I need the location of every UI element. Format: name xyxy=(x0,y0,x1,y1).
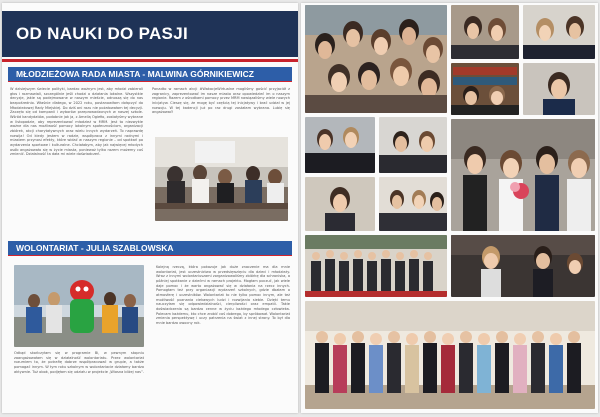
event-photo-1 xyxy=(305,117,375,173)
section2-text-2: Kolejną rzeczą, która pokazuje jak duże znaczenie ma dla mnie wolontariat, jest uczestnictwo w przedsięwzięciu dla dzieci i młodzieży. Wraz z innymi wolontariuszami zorganizowaliśmy zbiórkę dla schroniska, a później spotkanie z dziećmi w ramach projektu. Mogłam poczuć, jak wiele daje pomoc i że warto angażować się w działania na rzecz innych. Pomogłam też przy organizacji wydarzeń szkolnych, gdzie dbałam o atmosferę i uczestników. Wolontariat to nie tylko pomoc innym, ale też możliwość poznania ciekawych ludzi i rozwijania siebie. Dzięki temu nauczyłam się odpowiedzialności, cierpliwości oraz empatii. Takie doświadczenia są bardzo cenne w życiu każdego młodego człowieka. Polecam każdemu, kto chce zrobić coś dobrego, by spróbował. Wolontariat zmienia perspektywę i uczy patrzenia na świat z innej strony. To był dla mnie bardzo owocny rok. xyxy=(156,265,290,325)
council-meeting-photo xyxy=(155,137,288,221)
group-selfie-photo xyxy=(305,5,447,113)
event-photo-4 xyxy=(379,177,447,231)
left-page xyxy=(2,3,298,413)
prom-group-photo xyxy=(305,301,595,409)
students-photo-2 xyxy=(523,5,595,59)
page-title: OD NAUKI DO PASJI xyxy=(16,24,188,43)
dancing-couple-photo xyxy=(451,235,595,297)
section-heading-bar xyxy=(8,67,292,81)
volunteer-mascot-photo xyxy=(14,265,144,347)
section1-text-2: Ponadto w ramach akcji #WakacjeWirtualne mogliśmy gościć przyjaciół z zagranicy, zaprezentować im nasze miasto oraz opowiedzieć im o naszym regionie. Razem z ośrodkami pomocy przez MRM nawiązaliśmy wiele nowych inicjatyw. Cieszę się, że mogę być częścią tej inicjatywy i brać udział w jej rozwoju. W tej kadencji już po raz drugi zostałam wybrana. Lubię się angażować! xyxy=(152,87,290,115)
section-divider xyxy=(8,81,292,82)
section2-column-2 xyxy=(156,265,290,403)
title-red-stripe xyxy=(2,59,298,62)
students-library-photo xyxy=(451,63,519,115)
section1-column-1 xyxy=(10,87,143,199)
students-photo-1 xyxy=(451,5,519,59)
section-divider xyxy=(8,255,292,256)
section-heading-bar xyxy=(8,241,292,255)
section1-text-1: W dzisiejszym świecie polityki, bardzo ważnym jest, aby młodzi zabierali głos i rozmawiali, szczególnie jeśli chodzi o działania lokalne. Wszystkie decyzje, jakie są podejmowane w naszym mieście, odnoszą się do nas bezpośrednio. Właśnie dlatego, w 2022 roku, postanowiłam dołączyć do Młodzieżowej Rady Miejskiej. Do dziś ani razu nie pożałowałam tej decyzji. Zaczęło się od kampanii i wyborów przeprowadzonych w naszej szkole. Wśród kandydatów, podobnie jak ja, z Amelią Ogiełło, zostałyśmy wybrane w listopadzie, aby reprezentować młodzież w MRM. Jest to niezwykle ważne dla nas możliwość pomocy lokalnym społecznościom, organizacji zbiórek, akcji charytatywnych oraz wielu innych wydarzeń. To naprawdę rozwija! Od kiedy jestem w radzie, współpraca z innymi radnymi i miastem przynosi efekty, które widać w naszym regionie – od spotkań po wydarzenia sportowe i kulturalne. Chciałabym, aby jak najwięcej młodych osób angażowało się w życie miasta, ponieważ tylko razem możemy coś zmienić. Działalność ta dała mi wiele doświadczeń. xyxy=(10,87,143,157)
section2-text-1: Odkąd skończyłam się w programie Bi, w pewnym stopniu zaangażowałam się w działalność wolontariatu. Przez wolontariat rozumiem to, że potrafię dobrze współpracować w grupie, a także pomagać innym. W tym roku szkolnym w wolontariacie działamy bardzo aktywnie. Tuż obok, podjęłam się udziału w projekcie „Wiosna bliżej nas”. xyxy=(14,351,144,374)
right-page-photo-collage xyxy=(301,3,598,413)
event-photo-3 xyxy=(305,177,375,231)
formal-lineup-photo xyxy=(305,235,447,297)
section2-column-1 xyxy=(14,351,144,401)
title-banner xyxy=(2,11,298,57)
event-photo-2 xyxy=(379,117,447,173)
student-portrait-photo xyxy=(523,63,595,115)
flowers-group-photo xyxy=(451,119,595,231)
section1-column-2 xyxy=(152,87,290,133)
section2-heading: WOLONTARIAT - JULIA SZABLOWSKA xyxy=(16,243,174,253)
section1-heading: MŁODZIEŻOWA RADA MIASTA - MALWINA GÓRNIKIEWICZ xyxy=(16,69,254,79)
